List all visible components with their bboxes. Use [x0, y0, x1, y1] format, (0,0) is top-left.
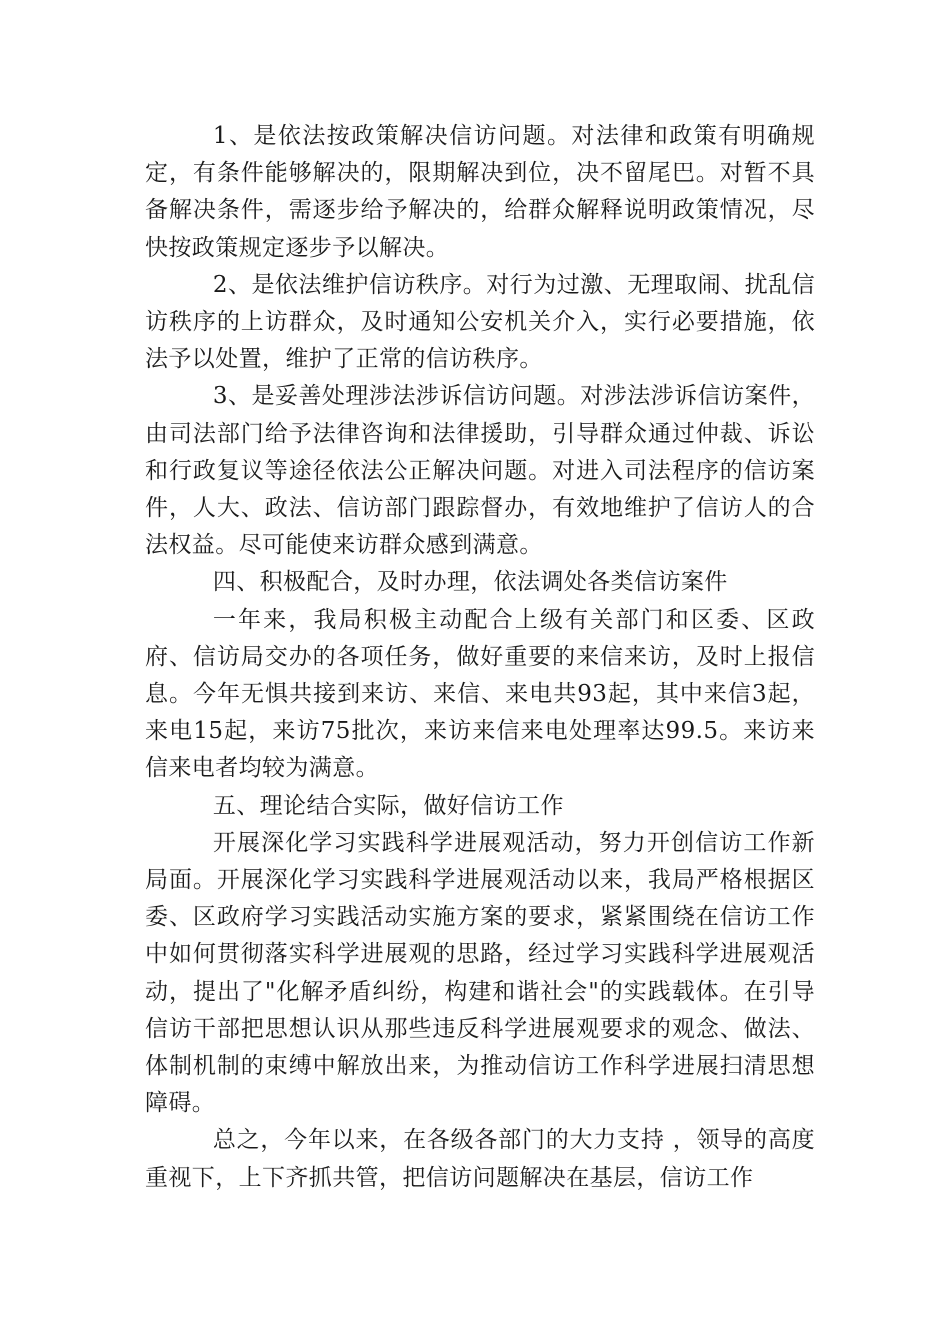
- paragraph-7: 开展深化学习实践科学进展观活动，努力开创信访工作新局面。开展深化学习实践科学进展观活动以来，我局严格根据区委、区政府学习实践活动实施方案的要求，紧紧围绕在信访工作中如何贯彻落实科学进展观的思路，经过学习实践科学进展观活动，提出了"化解矛盾纠纷，构建和谐社会"的实践载体。在引导信访干部把思想认识从那些违反科学进展观要求的观念、做法、体制机制的束缚中解放出来，为推动信访工作科学进展扫清思想障碍。: [145, 829, 815, 1117]
- paragraph-3: 3、是妥善处理涉法涉诉信访问题。对涉法涉诉信访案件，由司法部门给予法律咨询和法律援助，引导群众通过仲裁、诉讼和行政复议等途径依法公正解决问题。对进入司法程序的信访案件，人大、政法、信访部门跟踪督办，有效地维护了信访人的合法权益。尽可能使来访群众感到满意。: [145, 383, 815, 559]
- section-heading-5: 五、理论结合实际，做好信访工作: [212, 792, 564, 819]
- section-heading-4: 四、积极配合，及时办理，依法调处各类信访案件: [212, 569, 728, 596]
- paragraph-1: 1、是依法按政策解决信访问题。对法律和政策有明确规定，有条件能够解决的，限期解决到位，决不留尾巴。对暂不具备解决条件，需逐步给予解决的，给群众解释说明政策情况，尽快按政策规定逐步予以解决。: [145, 123, 815, 261]
- paragraph-2: 2、是依法维护信访秩序。对行为过激、无理取闹、扰乱信访秩序的上访群众，及时通知公安机关介入，实行必要措施，依法予以处置，维护了正常的信访秩序。: [145, 271, 815, 373]
- paragraph-8: 总之，今年以来，在各级各部门的大力支持 ，领导的高度重视下，上下齐抓共管，把信访问题解决在基层，信访工作: [145, 1127, 815, 1191]
- document-body: [145, 118, 815, 1197]
- paragraph-5: 一年来，我局积极主动配合上级有关部门和区委、区政府、信访局交办的各项任务，做好重要的来信来访，及时上报信息。今年无惧共接到来访、来信、来电共93起，其中来信3起，来电15起，来访75批次，来访来信来电处理率达99.5。来访来信来电者均较为满意。: [145, 606, 815, 782]
